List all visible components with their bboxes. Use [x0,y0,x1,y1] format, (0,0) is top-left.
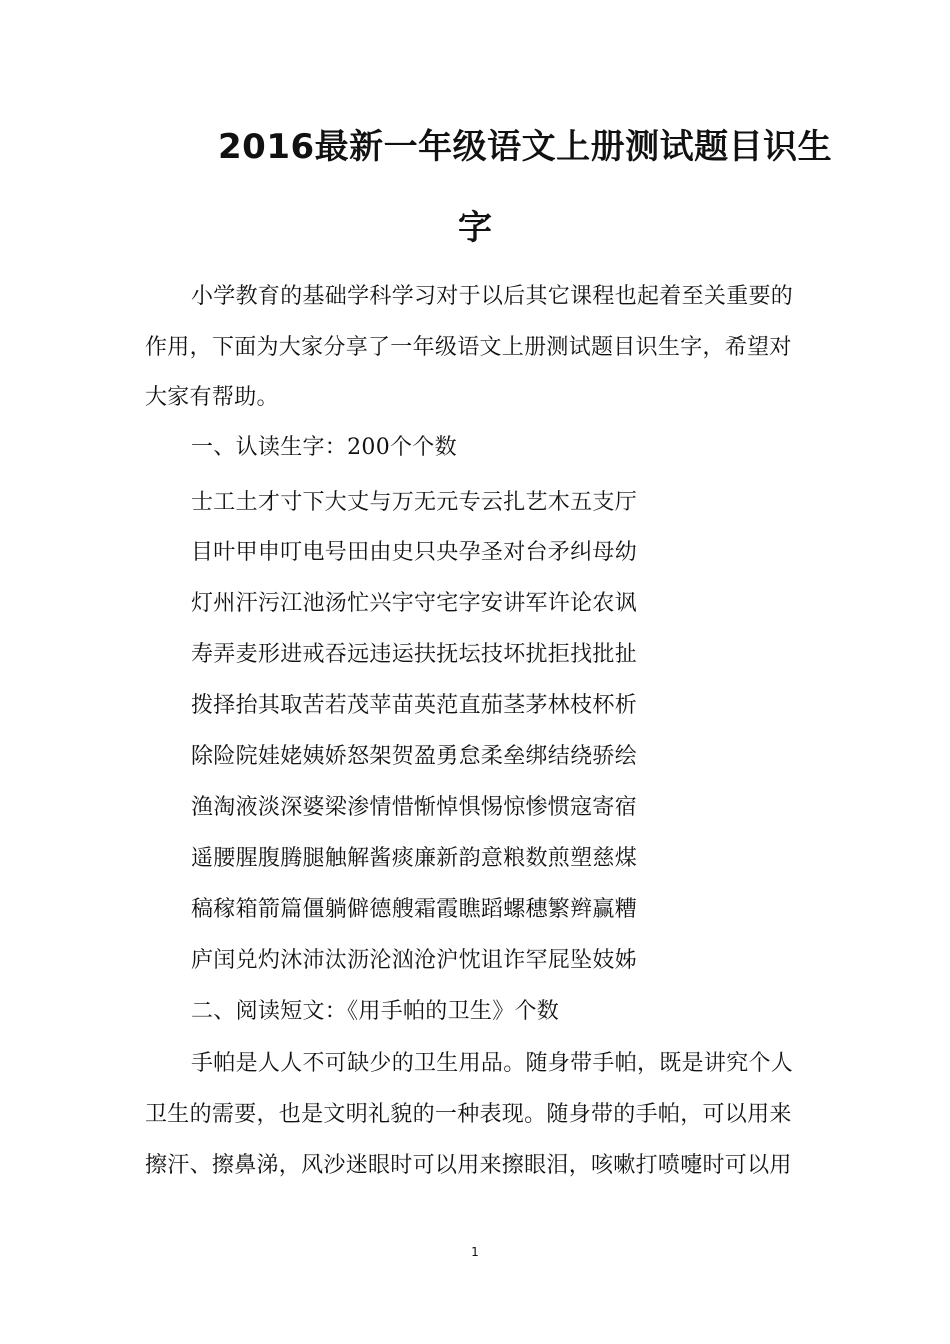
section-1-heading: 一、认读生字：200个个数 [191,435,457,460]
passage-line-1: 手帕是人人不可缺少的卫生用品。随身带手帕，既是讲究个人 [191,1051,794,1076]
document-title-line-2: 字 [458,208,493,248]
character-row-10: 庐闰兑灼沐沛汰沥沦汹沧沪忱诅诈罕屁坠妓姊 [191,948,638,973]
character-row-1: 士工土才寸下大丈与万无元专云扎艺木五支厅 [191,490,638,515]
character-row-9: 稿稼箱箭篇僵躺僻德艘霜霞瞧蹈螺穗繁辫赢糟 [191,897,638,922]
passage-line-2: 卫生的需要，也是文明礼貌的一种表现。随身带的手帕，可以用来 [145,1102,792,1127]
intro-line-2: 作用，下面为大家分享了一年级语文上册测试题目识生字，希望对 [145,335,792,360]
document-title-line-1: 2016最新一年级语文上册测试题目识生 [218,127,833,167]
character-row-3: 灯州汗污江池汤忙兴宇守宅字安讲军许论农讽 [191,591,638,616]
character-row-7: 渔淘液淡深婆梁渗情惜惭悼惧惕惊惨惯寇寄宿 [191,795,638,820]
character-row-4: 寿弄麦形进戒吞远违运扶抚坛技坏扰拒找批扯 [191,642,638,667]
intro-line-1: 小学教育的基础学科学习对于以后其它课程也起着至关重要的 [191,284,794,309]
character-row-6: 除险院娃姥姨娇怒架贺盈勇怠柔垒绑结绕骄绘 [191,744,638,769]
character-row-8: 遥腰腥腹腾腿触解酱痰廉新韵意粮数煎塑慈煤 [191,846,638,871]
character-row-5: 拨择抬其取苦若茂苹苗英范直茄茎茅林枝杯析 [191,693,638,718]
page-number: 1 [471,1245,479,1259]
passage-line-3: 擦汗、擦鼻涕，风沙迷眼时可以用来擦眼泪，咳嗽打喷嚏时可以用 [145,1153,792,1178]
character-row-2: 目叶甲申叮电号田由史只央孕圣对台矛纠母幼 [191,540,638,565]
section-2-heading: 二、阅读短文：《用手帕的卫生》个数 [191,999,560,1024]
intro-line-3: 大家有帮助。 [145,385,279,410]
